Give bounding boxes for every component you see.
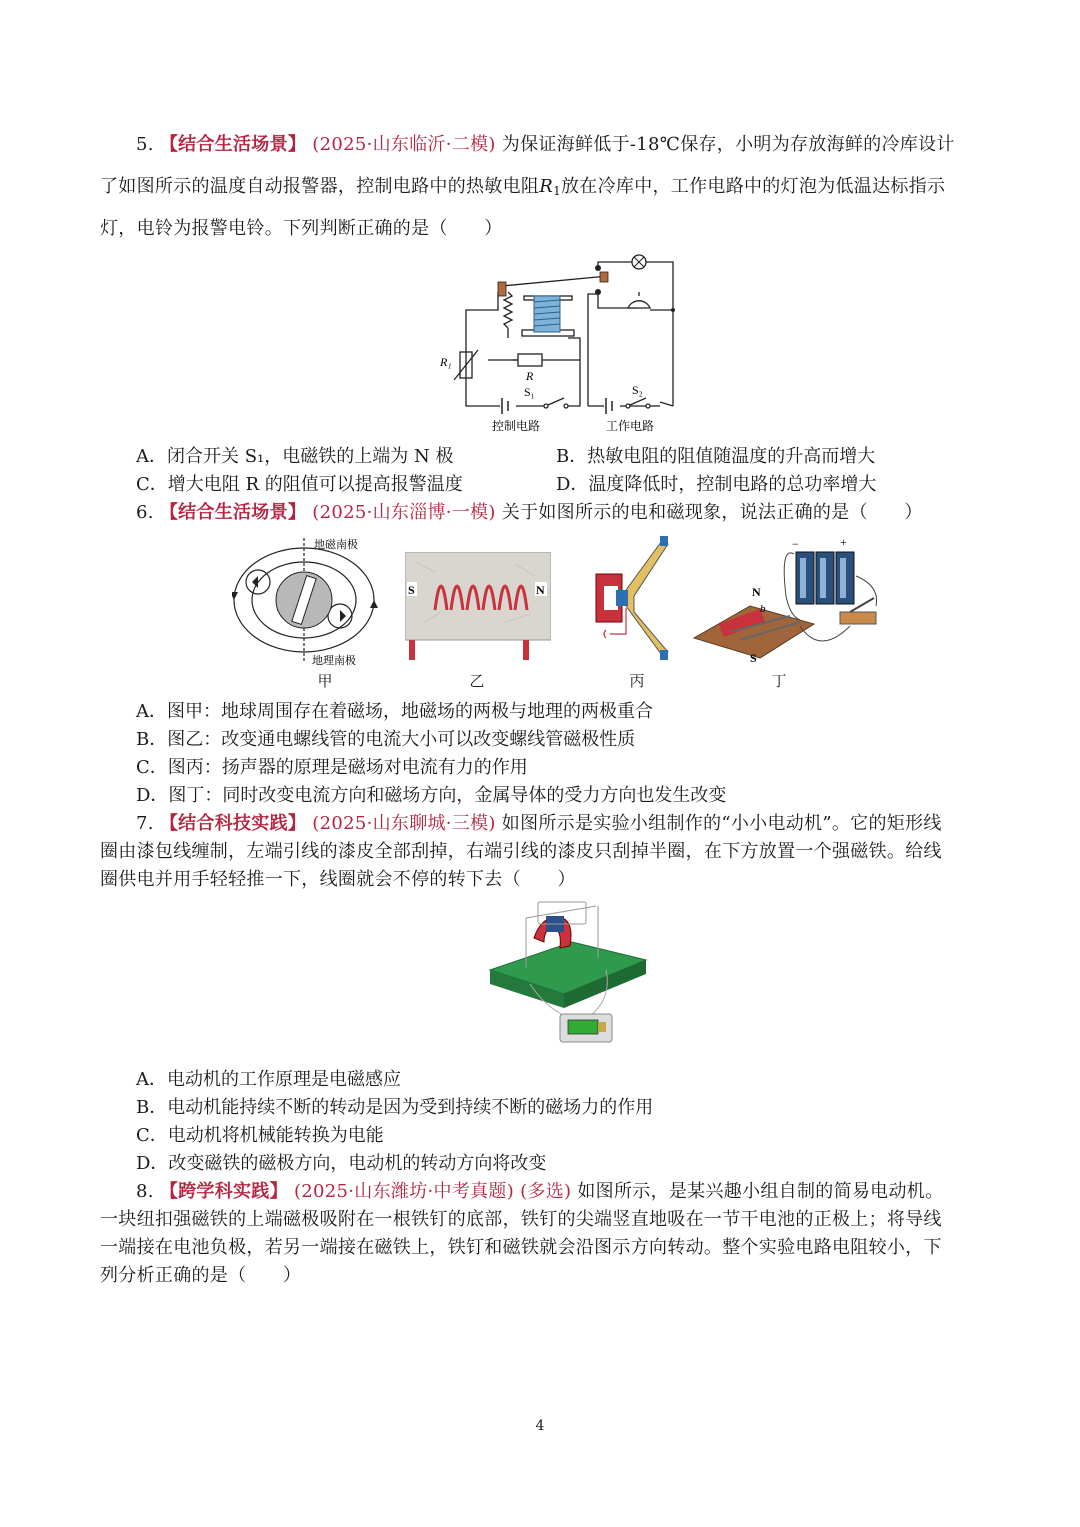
label-work-circuit: 工作电路 [606,419,655,433]
q5-text: 为保证海鲜低于-18℃保存，小明为存放海鲜的冷库设计 [501,134,955,155]
page-number: 4 [535,1418,545,1434]
q6-figure-jia [232,530,382,670]
label-n2: N [752,585,761,599]
q7-number: 7. [136,813,154,834]
q8-text: 如图所示，是某兴趣小组自制的简易电动机。 [577,1181,944,1202]
label-r: R [526,369,534,383]
q7-motor-figure [486,898,652,1058]
q7-option-d: D．改变磁铁的磁极方向，电动机的转动方向将改变 [136,1153,547,1174]
q6-option-a: A．图甲：地球周围存在着磁场，地磁场的两极与地理的两极重合 [136,701,653,722]
q6-figure-bing [590,534,670,664]
q5-option-d: D．温度降低时，控制电路的总功率增大 [556,474,877,495]
q5-tag: 【结合生活场景】 [159,134,307,155]
q5-number: 5. [136,134,154,155]
battery-icon [796,552,854,604]
q7-option-b: B．电动机能持续不断的转动是因为受到持续不断的磁场力的作用 [136,1097,654,1118]
q6-option-b: B．图乙：改变通电螺线管的电流大小可以改变螺线管磁极性质 [136,729,636,750]
q7-text: 如图所示是实验小组制作的“小小电动机”。它的矩形线 [501,813,942,834]
label-control-circuit: 控制电路 [492,419,541,433]
label-n: N [536,583,545,597]
q7-line1 [136,810,1026,838]
label-s2: S₂ [632,383,643,397]
label-s: S [408,583,415,597]
label-b: b [760,603,766,615]
q6-option-d: D．图丁：同时改变电流方向和磁场方向，金属导体的受力方向也发生改变 [136,785,727,806]
q7-line3: 圈供电并用手轻轻推一下，线圈就会不停的转下去（ ） [100,869,576,890]
q5-option-c: C．增大电阻 R 的阻值可以提高报警温度 [136,474,463,495]
q8-tag: 【跨学科实践】 [159,1181,288,1202]
q5-line1 [136,131,1026,159]
q6-source: (2025·山东淄博·一模) [312,502,496,523]
q5-line3: 灯，电铃为报警电铃。下列判断正确的是（ ） [100,218,503,239]
label-plus: + [840,536,847,549]
q6-number: 6. [136,502,154,523]
q8-line3: 一端接在电池负极，若另一端接在磁铁上，铁钉和磁铁就会沿图示方向转动。整个实验电路电阻较小，下 [100,1237,942,1258]
q6-text: 关于如图所示的电和磁现象，说法正确的是（ ） [501,502,923,523]
caption-ding: 丁 [771,672,787,690]
q7-tag: 【结合科技实践】 [159,813,307,834]
q8-source: (2025·山东潍坊·中考真题) [293,1181,515,1202]
q6-figure-yi [405,552,551,662]
q5-option-b: B．热敏电阻的阻值随温度的升高而增大 [556,446,876,467]
q6-line1 [136,499,1026,527]
q6-option-c: C．图丙：扬声器的原理是磁场对电流有力的作用 [136,757,528,778]
q5-source: (2025·山东临沂·二模) [312,134,496,155]
caption-jia: 甲 [317,672,333,690]
label-r1: R₁ [440,355,452,369]
q8-line4: 列分析正确的是（ ） [100,1265,302,1286]
q7-source: (2025·山东聊城·三模) [312,813,496,834]
lamp-icon [632,255,646,269]
label-geographic-south: 地理南极 [312,654,356,667]
q5-option-a: A．闭合开关 S₁，电磁铁的上端为 N 极 [136,446,454,467]
label-minus: − [792,537,799,551]
q7-option-c: C．电动机将机械能转换为电能 [136,1125,384,1146]
label-geomagnetic-south: 地磁南极 [314,538,358,551]
q7-option-a: A．电动机的工作原理是电磁感应 [136,1069,401,1090]
q6-figure-ding [690,536,890,664]
q5-line2: 了如图所示的温度自动报警器，控制电路中的热敏电阻$R_1$放在冷库中，工作电路中的灯泡为低温达标指示 [100,176,946,198]
q8-number: 8. [136,1181,154,1202]
label-s1: S₁ [524,385,535,399]
q7-line2: 圈由漆包线缠制，左端引线的漆皮全部刮掉，右端引线的漆皮只刮掉半圈，在下方放置一个强磁铁。给线 [100,841,942,862]
electromagnet-coil [534,296,560,332]
caption-bing: 丙 [629,672,645,690]
q8-line1 [136,1178,1026,1206]
q6-tag: 【结合生活场景】 [159,502,307,523]
q8-multi-tag: (多选) [520,1181,572,1202]
q8-line2: 一块纽扣强磁铁的上端磁极吸附在一根铁钉的底部，铁钉的尖端竖直地吸在一节干电池的正极上；将导线 [100,1209,942,1230]
q5-circuit-figure [438,250,686,434]
caption-yi: 乙 [469,672,485,690]
label-s2-pole: S [750,651,757,664]
bell-icon [628,292,650,308]
